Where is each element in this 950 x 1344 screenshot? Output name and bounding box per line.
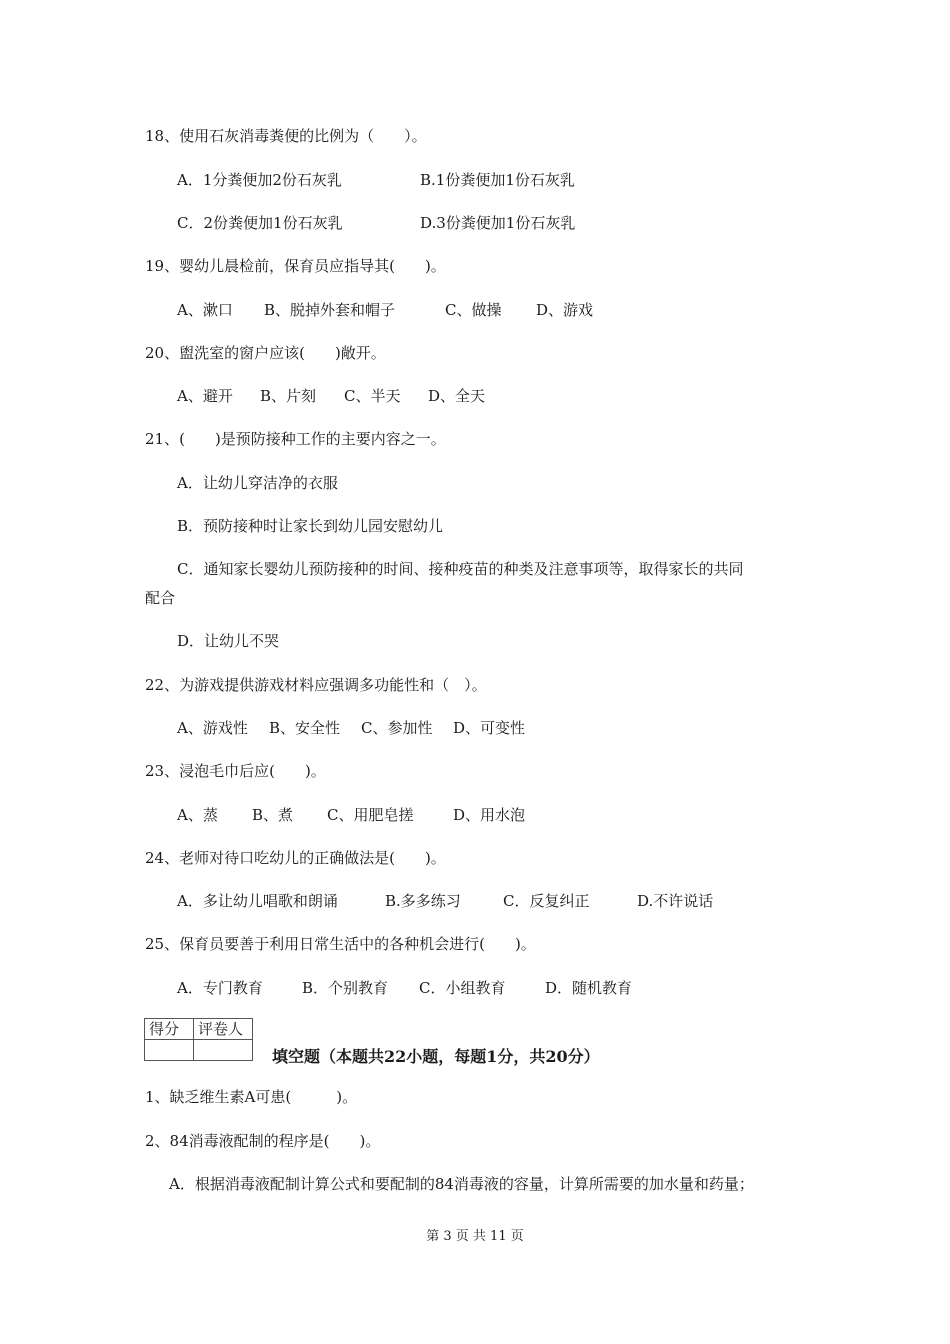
question-21-option-d: D．让幼儿不哭 (177, 632, 280, 650)
score-table (144, 1018, 253, 1061)
option-a: A．专门教育 (177, 979, 263, 997)
option-b: B．个别教育 (302, 979, 389, 997)
question-21-option-a: A．让幼儿穿洁净的衣服 (177, 474, 338, 492)
option-c: C、用肥皂搓 (327, 806, 414, 824)
option-d: D.3份粪便加1份石灰乳 (420, 214, 576, 232)
question-21-option-c-line1: C．通知家长婴幼儿预防接种的时间、接种疫苗的种类及注意事项等，取得家长的共同 (177, 560, 744, 578)
page-footer: 第 3 页 共 11 页 (426, 1229, 524, 1244)
question-21-stem: 21、( )是预防接种工作的主要内容之一。 (145, 430, 446, 448)
option-b: B、煮 (252, 806, 294, 824)
score-label: 得分 (145, 1019, 194, 1040)
fill-question-2-stem: 2、84消毒液配制的程序是( )。 (145, 1132, 381, 1150)
question-22-stem: 22、为游戏提供游戏材料应强调多功能性和（ ）。 (145, 676, 487, 694)
option-b: B.1份粪便加1份石灰乳 (420, 171, 575, 189)
option-c: C．小组教育 (419, 979, 506, 997)
option-a: A、游戏性 (177, 719, 248, 737)
option-b: B.多多练习 (385, 892, 461, 910)
option-c: C、做操 (445, 301, 502, 319)
score-cell (145, 1040, 194, 1061)
option-a: A、漱口 (177, 301, 233, 319)
option-a: A．1分粪便加2份石灰乳 (177, 171, 342, 189)
fill-question-1-stem: 1、缺乏维生素A可患( )。 (145, 1088, 358, 1106)
option-a: A、避开 (177, 387, 233, 405)
fill-question-2-option-a: A．根据消毒液配制计算公式和要配制的84消毒液的容量，计算所需要的加水量和药量； (169, 1175, 754, 1193)
grader-cell (194, 1040, 253, 1061)
option-b: B、片刻 (260, 387, 317, 405)
grader-label: 评卷人 (194, 1019, 253, 1040)
option-b: B、脱掉外套和帽子 (264, 301, 396, 319)
option-c: C、参加性 (361, 719, 433, 737)
question-20-stem: 20、盥洗室的窗户应该( )敞开。 (145, 344, 386, 362)
option-d: D、全天 (428, 387, 486, 405)
question-21-option-c-line2: 配合 (145, 589, 176, 607)
option-a: A．多让幼儿唱歌和朗诵 (177, 892, 338, 910)
option-d: D.不许说话 (637, 892, 714, 910)
question-18-stem: 18、使用石灰消毒粪便的比例为（ ）。 (145, 127, 427, 145)
question-24-stem: 24、老师对待口吃幼儿的正确做法是( )。 (145, 849, 446, 867)
question-19-stem: 19、婴幼儿晨检前，保育员应指导其( )。 (145, 257, 446, 275)
option-c: C．反复纠正 (503, 892, 590, 910)
question-23-stem: 23、浸泡毛巾后应( )。 (145, 762, 326, 780)
option-c: C．2份粪便加1份石灰乳 (177, 214, 343, 232)
option-d: D、用水泡 (453, 806, 526, 824)
question-25-stem: 25、保育员要善于利用日常生活中的各种机会进行( )。 (145, 935, 536, 953)
option-a: A、蒸 (177, 806, 218, 824)
section-title: 填空题（本题共22小题，每题1分，共20分） (272, 1047, 600, 1066)
question-21-option-b: B．预防接种时让家长到幼儿园安慰幼儿 (177, 517, 444, 535)
option-d: D、游戏 (536, 301, 594, 319)
option-b: B、安全性 (269, 719, 341, 737)
option-c: C、半天 (344, 387, 401, 405)
option-d: D、可变性 (453, 719, 526, 737)
option-d: D．随机教育 (545, 979, 633, 997)
